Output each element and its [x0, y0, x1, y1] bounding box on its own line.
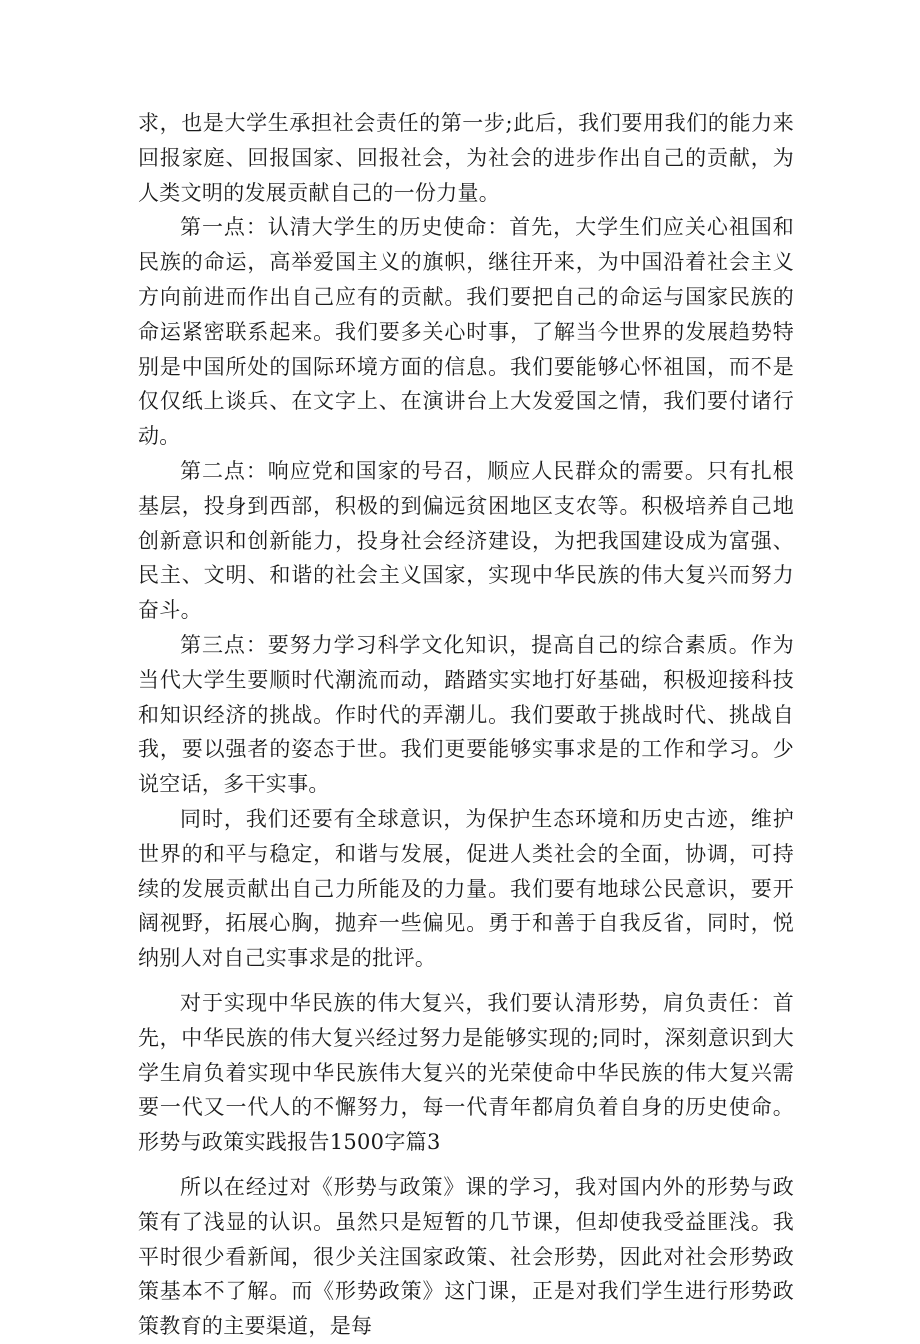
- paragraph-point-one: 第一点：认清大学生的历史使命：首先，大学生们应关心祖国和民族的命运，高举爱国主义的旗帜，继往开来，为中国沿着社会主义方向前进而作出自己应有的贡献。我们要把自己的命运与国家民族的命运紧密联系起来。我们要多关心时事，了解当今世界的发展趋势特别是中国所处的国际环境方面的信息。我们要能够心怀祖国，而不是仅仅纸上谈兵、在文字上、在演讲台上大发爱国之情，我们要付诸行动。: [138, 215, 794, 449]
- paragraph-course-reflection: 所以在经过对《形势与政策》课的学习，我对国内外的形势与政策有了浅显的认识。虽然只是短暂的几节课，但却使我受益匪浅。我平时很少看新闻，很少关注国家政策、社会形势，因此对社会形势政策基本不了解。而《形势政策》这门课，正是对我们学生进行形势政策教育的主要渠道，是每: [138, 1174, 794, 1339]
- document-body: [138, 106, 794, 1344]
- paragraph-national-rejuvenation: 对于实现中华民族的伟大复兴，我们要认清形势，肩负责任：首先，中华民族的伟大复兴经过努力是能够实现的;同时，深刻意识到大学生肩负着实现中华民族伟大复兴的光荣使命中华民族的伟大复兴需要一代又一代人的不懈努力，每一代青年都肩负着自身的历史使命。形势与政策实践报告1500字篇3: [138, 990, 794, 1155]
- paragraph-continuation: 求，也是大学生承担社会责任的第一步;此后，我们要用我们的能力来回报家庭、回报国家、回报社会，为社会的进步作出自己的贡献，为人类文明的发展贡献自己的一份力量。: [138, 111, 794, 205]
- paragraph-point-two: 第二点：响应党和国家的号召，顺应人民群众的需要。只有扎根基层，投身到西部，积极的到偏远贫困地区支农等。积极培养自己地创新意识和创新能力，投身社会经济建设，为把我国建设成为富强、民主、文明、和谐的社会主义国家，实现中华民族的伟大复兴而努力奋斗。: [138, 458, 794, 623]
- paragraph-global-awareness: 同时，我们还要有全球意识，为保护生态环境和历史古迹，维护世界的和平与稳定，和谐与发展，促进人类社会的全面，协调，可持续的发展贡献出自己力所能及的力量。我们要有地球公民意识，要开阔视野，拓展心胸，抛弃一些偏见。勇于和善于自我反省，同时，悦纳别人对自己实事求是的批评。: [138, 806, 794, 971]
- paragraph-point-three: 第三点：要努力学习科学文化知识，提高自己的综合素质。作为当代大学生要顺时代潮流而动，踏踏实实地打好基础，积极迎接科技和知识经济的挑战。作时代的弄潮儿。我们要敢于挑战时代、挑战自我，要以强者的姿态于世。我们更要能够实事求是的工作和学习。少说空话，多干实事。: [138, 632, 794, 797]
